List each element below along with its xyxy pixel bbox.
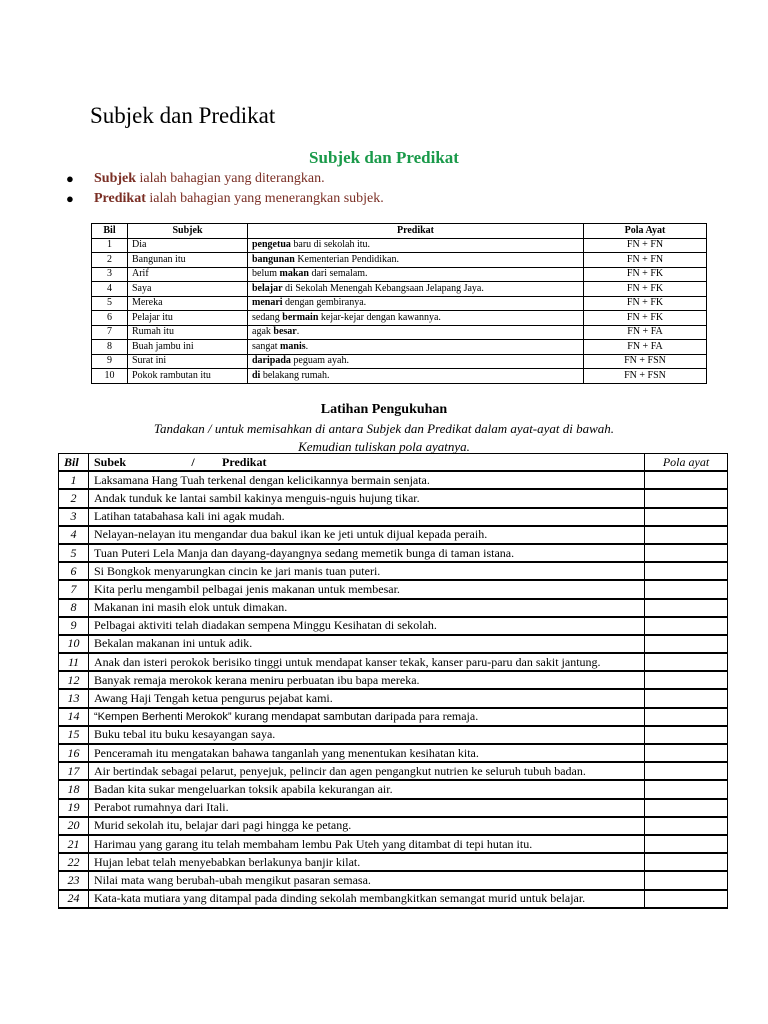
exercise-row bbox=[59, 471, 728, 489]
exercise-number: 23 bbox=[59, 871, 89, 889]
summary-header-predikat: Predikat bbox=[248, 224, 584, 239]
summary-subjek: Pelajar itu bbox=[128, 311, 248, 326]
sentence-text: Air bertindak sebagai pelarut, penyejuk, pelincir dan agen pengangkut nutrien ke seluruh tubuh badan. bbox=[94, 763, 586, 778]
exercise-row bbox=[59, 890, 728, 908]
summary-predikat bbox=[248, 282, 584, 297]
summary-header-subjek: Subjek bbox=[128, 224, 248, 239]
pola-answer-cell[interactable] bbox=[645, 489, 728, 507]
predikat-pre: belum bbox=[252, 268, 280, 280]
summary-bil: 7 bbox=[92, 325, 128, 340]
summary-predikat bbox=[248, 311, 584, 326]
summary-subjek: Surat ini bbox=[128, 354, 248, 369]
exercise-sentence[interactable] bbox=[89, 580, 645, 598]
sentence-text: Awang Haji Tengah ketua pengurus pejabat kami. bbox=[94, 691, 333, 706]
exercise-sentence[interactable] bbox=[89, 562, 645, 580]
exercise-sentence[interactable] bbox=[89, 835, 645, 853]
summary-subjek: Bangunan itu bbox=[128, 253, 248, 268]
exercise-sentence[interactable] bbox=[89, 653, 645, 671]
sentence-text: Murid sekolah itu, belajar dari pagi hingga ke petang. bbox=[94, 818, 352, 833]
exercise-number: 24 bbox=[59, 890, 89, 908]
exercise-header-sentence bbox=[89, 454, 645, 472]
sentence-text: Andak tunduk ke lantai sambil kakinya menguis-nguis hujung tikar. bbox=[94, 490, 420, 505]
sentence-text: Latihan tatabahasa kali ini agak mudah. bbox=[94, 509, 285, 524]
summary-subjek: Dia bbox=[128, 238, 248, 253]
predikat-key: besar bbox=[273, 326, 297, 338]
sentence-text: Perabot rumahnya dari Itali. bbox=[94, 800, 229, 815]
pola-answer-cell[interactable] bbox=[645, 544, 728, 562]
sentence-text: daripada para remaja. bbox=[371, 708, 479, 723]
exercise-row bbox=[59, 599, 728, 617]
exercise-sentence[interactable] bbox=[89, 853, 645, 871]
sentence-text: Kata-kata mutiara yang ditampal pada dinding sekolah membangkitkan semangat murid untuk belajar. bbox=[94, 891, 586, 906]
exercise-row bbox=[59, 744, 728, 762]
exercise-row bbox=[59, 508, 728, 526]
exercise-number: 9 bbox=[59, 617, 89, 635]
summary-header-row bbox=[92, 224, 707, 239]
summary-subjek: Arif bbox=[128, 267, 248, 282]
exercise-number: 13 bbox=[59, 689, 89, 707]
pola-answer-cell[interactable] bbox=[645, 562, 728, 580]
predikat-key: pengetua bbox=[252, 239, 291, 251]
summary-pola: FN + FN bbox=[584, 253, 707, 268]
exercise-header-pola: Pola ayat bbox=[645, 454, 728, 472]
exercise-sentence[interactable] bbox=[89, 471, 645, 489]
summary-pola: FN + FA bbox=[584, 325, 707, 340]
exercise-title: Latihan Pengukuhan bbox=[320, 402, 448, 417]
predikat-post: Kementerian Pendidikan. bbox=[294, 253, 399, 265]
exercise-number: 10 bbox=[59, 635, 89, 653]
exercise-sentence[interactable] bbox=[89, 871, 645, 889]
sentence-text: Hujan lebat telah menyebabkan berlakunya banjir kilat. bbox=[94, 854, 361, 869]
predikat-key: belajar bbox=[252, 282, 283, 294]
predikat-post: kejar-kejar dengan kawannya. bbox=[318, 311, 441, 323]
exercise-header-row bbox=[59, 454, 728, 472]
exercise-sentence[interactable] bbox=[89, 489, 645, 507]
exercise-sentence[interactable] bbox=[89, 762, 645, 780]
exercise-number: 5 bbox=[59, 544, 89, 562]
exercise-sentence[interactable] bbox=[89, 508, 645, 526]
predikat-key: makan bbox=[279, 268, 309, 280]
exercise-number: 14 bbox=[59, 708, 89, 726]
exercise-number: 2 bbox=[59, 489, 89, 507]
definition-item bbox=[63, 169, 384, 189]
exercise-number: 7 bbox=[59, 580, 89, 598]
exercise-row bbox=[59, 689, 728, 707]
summary-pola: FN + FK bbox=[584, 267, 707, 282]
exercise-row bbox=[59, 835, 728, 853]
exercise-number: 21 bbox=[59, 835, 89, 853]
exercise-row bbox=[59, 726, 728, 744]
exercise-header-bil: Bil bbox=[59, 454, 89, 472]
exercise-row bbox=[59, 708, 728, 726]
exercise-number: 4 bbox=[59, 526, 89, 544]
pola-answer-cell[interactable] bbox=[645, 653, 728, 671]
predikat-pre: sangat bbox=[252, 340, 281, 352]
summary-bil: 9 bbox=[92, 354, 128, 369]
summary-pola: FN + FSN bbox=[584, 354, 707, 369]
pola-answer-cell[interactable] bbox=[645, 871, 728, 889]
exercise-number: 19 bbox=[59, 799, 89, 817]
pola-answer-cell[interactable] bbox=[645, 671, 728, 689]
exercise-instruction bbox=[0, 420, 768, 456]
definition-list bbox=[63, 169, 384, 209]
exercise-row bbox=[59, 489, 728, 507]
definition-text: ialah bahagian yang menerangkan subjek. bbox=[145, 191, 384, 206]
pola-answer-cell[interactable] bbox=[645, 853, 728, 871]
summary-predikat bbox=[248, 340, 584, 355]
section-subtitle: Subjek dan Predikat bbox=[309, 148, 459, 167]
exercise-number: 22 bbox=[59, 853, 89, 871]
predikat-post: baru di sekolah itu. bbox=[290, 239, 371, 251]
summary-predikat bbox=[248, 296, 584, 311]
exercise-sentence[interactable] bbox=[89, 599, 645, 617]
exercise-sentence[interactable] bbox=[89, 726, 645, 744]
exercise-row bbox=[59, 653, 728, 671]
exercise-row bbox=[59, 635, 728, 653]
summary-row bbox=[92, 253, 707, 268]
exercise-row bbox=[59, 762, 728, 780]
document-heading: Subjek dan Predikat bbox=[90, 103, 276, 128]
exercise-row bbox=[59, 580, 728, 598]
summary-pola: FN + FSN bbox=[584, 369, 707, 384]
summary-predikat bbox=[248, 354, 584, 369]
exercise-number: 11 bbox=[59, 653, 89, 671]
predikat-post: dari semalam. bbox=[308, 268, 368, 280]
exercise-sentence[interactable] bbox=[89, 689, 645, 707]
sentence-text: Nilai mata wang berubah-ubah mengikut pasaran semasa. bbox=[94, 872, 371, 887]
exercise-number: 3 bbox=[59, 508, 89, 526]
summary-row bbox=[92, 267, 707, 282]
exercise-number: 17 bbox=[59, 762, 89, 780]
exercise-sentence[interactable] bbox=[89, 799, 645, 817]
exercise-sentence[interactable] bbox=[89, 708, 645, 726]
predikat-post: . bbox=[296, 326, 300, 338]
definition-item bbox=[63, 189, 384, 209]
summary-row bbox=[92, 325, 707, 340]
predikat-key: menari bbox=[252, 297, 283, 309]
sentence-text: Laksamana Hang Tuah terkenal dengan kelicikannya bermain senjata. bbox=[94, 472, 430, 487]
exercise-number: 1 bbox=[59, 471, 89, 489]
bullet-icon: ● bbox=[66, 191, 74, 206]
summary-pola: FN + FK bbox=[584, 296, 707, 311]
sentence-text: Penceramah itu mengatakan bahawa tanganlah yang menentukan kesihatan kita. bbox=[94, 745, 479, 760]
sentence-text: Pelbagai aktiviti telah diadakan sempena Minggu Kesihatan di sekolah. bbox=[94, 618, 437, 633]
exercise-sentence[interactable] bbox=[89, 526, 645, 544]
sentence-quoted: “Kempen Berhenti Merokok” kurang mendapat sambutan bbox=[94, 710, 372, 723]
summary-row bbox=[92, 296, 707, 311]
predikat-key: bermain bbox=[282, 311, 319, 323]
pola-answer-cell[interactable] bbox=[645, 799, 728, 817]
sentence-text: Makanan ini masih elok untuk dimakan. bbox=[94, 600, 288, 615]
summary-bil: 1 bbox=[92, 238, 128, 253]
pola-answer-cell[interactable] bbox=[645, 780, 728, 798]
sentence-text: Anak dan isteri perokok berisiko tinggi untuk mendapat kanser tekak, kanser paru-paru dan sakit jantung. bbox=[94, 654, 601, 669]
predikat-key: daripada bbox=[252, 355, 291, 367]
exercise-row bbox=[59, 562, 728, 580]
summary-pola: FN + FA bbox=[584, 340, 707, 355]
exercise-number: 18 bbox=[59, 780, 89, 798]
summary-pola: FN + FN bbox=[584, 238, 707, 253]
exercise-sentence[interactable] bbox=[89, 817, 645, 835]
predikat-key: bangunan bbox=[252, 253, 295, 265]
exercise-row bbox=[59, 871, 728, 889]
exercise-table bbox=[58, 453, 728, 909]
predikat-key: manis bbox=[280, 340, 306, 352]
summary-row bbox=[92, 311, 707, 326]
exercise-row bbox=[59, 544, 728, 562]
predikat-post: belakang rumah. bbox=[260, 369, 330, 381]
pola-answer-cell[interactable] bbox=[645, 508, 728, 526]
exercise-sentence[interactable] bbox=[89, 544, 645, 562]
summary-subjek: Saya bbox=[128, 282, 248, 297]
exercise-row bbox=[59, 817, 728, 835]
instruction-line-1: Tandakan / untuk memisahkan di antara Subjek dan Predikat dalam ayat-ayat di bawah. bbox=[153, 421, 615, 436]
summary-bil: 3 bbox=[92, 267, 128, 282]
summary-bil: 4 bbox=[92, 282, 128, 297]
sentence-text: Si Bongkok menyarungkan cincin ke jari manis tuan puteri. bbox=[94, 563, 381, 578]
exercise-row bbox=[59, 526, 728, 544]
summary-table-body bbox=[92, 238, 707, 383]
header-subek: Subek bbox=[94, 454, 127, 469]
exercise-sentence[interactable] bbox=[89, 671, 645, 689]
summary-header-bil: Bil bbox=[92, 224, 128, 239]
summary-subjek: Buah jambu ini bbox=[128, 340, 248, 355]
exercise-sentence[interactable] bbox=[89, 617, 645, 635]
summary-predikat bbox=[248, 325, 584, 340]
definition-term: Predikat bbox=[94, 191, 146, 206]
predikat-post: di Sekolah Menengah Kebangsaan Jelapang Jaya. bbox=[282, 282, 484, 294]
exercise-row bbox=[59, 617, 728, 635]
bullet-icon: ● bbox=[66, 171, 74, 186]
sentence-text: Banyak remaja merokok kerana meniru perbuatan ibu bapa mereka. bbox=[94, 672, 420, 687]
pola-answer-cell[interactable] bbox=[645, 526, 728, 544]
pola-answer-cell[interactable] bbox=[645, 744, 728, 762]
summary-row bbox=[92, 354, 707, 369]
exercise-number: 6 bbox=[59, 562, 89, 580]
summary-bil: 10 bbox=[92, 369, 128, 384]
sentence-text: Harimau yang garang itu telah membaham lembu Pak Uteh yang ditambat di tepi hutan itu. bbox=[94, 836, 533, 851]
exercise-sentence[interactable] bbox=[89, 635, 645, 653]
sentence-text: Tuan Puteri Lela Manja dan dayang-dayangnya sedang memetik bunga di taman istana. bbox=[94, 545, 515, 560]
exercise-number: 16 bbox=[59, 744, 89, 762]
sentence-text: Kita perlu mengambil pelbagai jenis makanan untuk membesar. bbox=[94, 581, 400, 596]
summary-bil: 5 bbox=[92, 296, 128, 311]
summary-predikat bbox=[248, 369, 584, 384]
sentence-text: Badan kita sukar mengeluarkan toksik apabila kekurangan air. bbox=[94, 781, 393, 796]
header-predikat: Predikat bbox=[222, 454, 267, 469]
summary-row bbox=[92, 340, 707, 355]
pola-answer-cell[interactable] bbox=[645, 635, 728, 653]
summary-bil: 6 bbox=[92, 311, 128, 326]
summary-subjek: Mereka bbox=[128, 296, 248, 311]
pola-answer-cell[interactable] bbox=[645, 708, 728, 726]
pola-answer-cell[interactable] bbox=[645, 726, 728, 744]
definition-term: Subjek bbox=[94, 171, 137, 186]
predikat-pre: sedang bbox=[252, 311, 283, 323]
instruction-line-2: Kemudian tuliskan pola ayatnya. bbox=[298, 439, 470, 454]
summary-bil: 2 bbox=[92, 253, 128, 268]
exercise-row bbox=[59, 671, 728, 689]
predikat-post: dengan gembiranya. bbox=[282, 297, 367, 309]
summary-predikat bbox=[248, 238, 584, 253]
header-slash: / bbox=[191, 454, 195, 469]
sentence-text: Nelayan-nelayan itu mengandar dua bakul ikan ke jeti untuk dijual kepada peraih. bbox=[94, 527, 488, 542]
summary-subjek: Pokok rambutan itu bbox=[128, 369, 248, 384]
predikat-post: . bbox=[305, 340, 309, 352]
definition-text: ialah bahagian yang diterangkan. bbox=[136, 171, 325, 186]
exercise-row bbox=[59, 853, 728, 871]
summary-bil: 8 bbox=[92, 340, 128, 355]
pola-answer-cell[interactable] bbox=[645, 471, 728, 489]
pola-answer-cell[interactable] bbox=[645, 817, 728, 835]
sentence-text: Bekalan makanan ini untuk adik. bbox=[94, 636, 253, 651]
exercise-sentence[interactable] bbox=[89, 744, 645, 762]
summary-predikat bbox=[248, 267, 584, 282]
exercise-row bbox=[59, 799, 728, 817]
summary-header-pola: Pola Ayat bbox=[584, 224, 707, 239]
summary-pola: FN + FK bbox=[584, 311, 707, 326]
exercise-table-body bbox=[59, 471, 728, 908]
sentence-text: Buku tebal itu buku kesayangan saya. bbox=[94, 727, 276, 742]
summary-predikat bbox=[248, 253, 584, 268]
exercise-sentence[interactable] bbox=[89, 890, 645, 908]
pola-answer-cell[interactable] bbox=[645, 599, 728, 617]
pola-answer-cell[interactable] bbox=[645, 890, 728, 908]
predikat-key: di bbox=[252, 369, 261, 381]
summary-row bbox=[92, 238, 707, 253]
exercise-sentence[interactable] bbox=[89, 780, 645, 798]
predikat-post: peguam ayah. bbox=[290, 355, 349, 367]
exercise-number: 12 bbox=[59, 671, 89, 689]
pola-answer-cell[interactable] bbox=[645, 617, 728, 635]
summary-row bbox=[92, 369, 707, 384]
pola-answer-cell[interactable] bbox=[645, 762, 728, 780]
predikat-pre: agak bbox=[252, 326, 274, 338]
summary-pola: FN + FK bbox=[584, 282, 707, 297]
summary-subjek: Rumah itu bbox=[128, 325, 248, 340]
exercise-row bbox=[59, 780, 728, 798]
pola-answer-cell[interactable] bbox=[645, 580, 728, 598]
exercise-number: 15 bbox=[59, 726, 89, 744]
pola-answer-cell[interactable] bbox=[645, 689, 728, 707]
exercise-number: 8 bbox=[59, 599, 89, 617]
exercise-number: 20 bbox=[59, 817, 89, 835]
pola-answer-cell[interactable] bbox=[645, 835, 728, 853]
summary-table bbox=[91, 223, 707, 384]
summary-row bbox=[92, 282, 707, 297]
